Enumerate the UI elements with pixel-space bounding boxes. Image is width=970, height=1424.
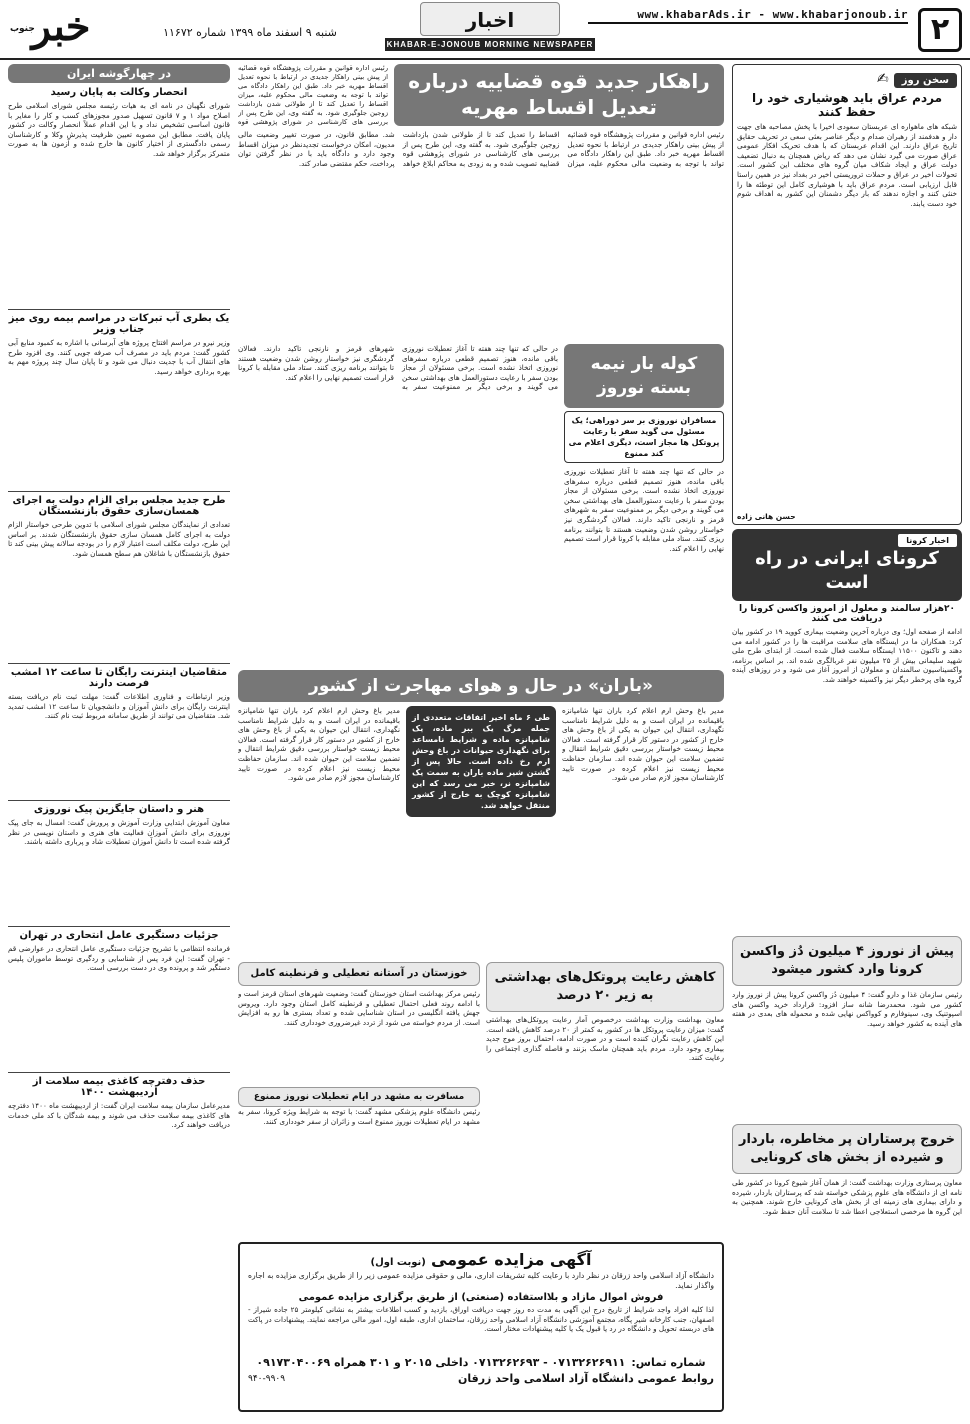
divider: [8, 926, 230, 927]
rain-quote-box: [406, 706, 556, 956]
rain-row: [238, 706, 724, 956]
lead-banner: [394, 64, 724, 126]
editorial-author: حسن هانی زاده: [737, 512, 796, 521]
left-item-title: طرح جدید مجلس برای الزام دولت به اجرای همسان‌سازی حقوق بازنشستگان: [12, 495, 226, 517]
nowruz-row: [238, 344, 724, 664]
editorial-body: شبکه های ماهواره ای عربستان سعودی اخیرا با پخش مصاحبه های جهت دار و هدفمند از رهبران صدام و دیگر عناصر بعثی سعی در تحریف حقایق تاریخ عراق دارند. این اقدام عربستان که با هدف تحریک افکار عمومی عراق صورت می گیرد نشان می دهد که ریاض همچنان به دنبال تضعیف دولت عراق و ایجاد شکاف میان گروه های مختلف این کشور است. تحولات اخیر در عراق و حملات تروریستی اخیر در بغداد نیز در همین راستا قابل ارزیابی است. مردم عراق باید با هوشیاری کامل این توطئه ها را خنثی کنند و اجازه ندهند که بار دیگر دشمنان این کشور به اهداف شوم خود دست یابند.: [737, 122, 957, 208]
ad-subject: فروش اموال مازاد و بلااستفاده (صنعتی) از طریق برگزاری مزایده عمومی: [298, 1292, 664, 1303]
left-item-body: فرمانده انتظامی با تشریح جزئیات دستگیری عامل انتحاری در عوارضی قم - تهران گفت: این فرد پس از شناسایی و ردگیری توسط ماموران پلیس دستگیر شد و پرونده وی در دست بررسی است.: [8, 944, 230, 973]
rain-title: «باران» در حال و هوای مهاجرت از کشور: [309, 676, 653, 696]
left-item-title: هنر و داستان جایگزین پیک نوروزی: [33, 804, 205, 815]
corona-body: ادامه از صفحه اول؛ وی درباره آخرین وضعیت بیماری کووید ۱۹ در کشور بیان کرد: همکاران ما در ایستگاه های سلامت مراقبت ها را در کشور ادامه می دهند و تاکنون ۱۱۵۰۰ ایستگاه سلامت فعال شده است. از ابتدای طرح ملی شهید سلیمانی بیش از ۲۵ میلیون نفر غربالگری شده اند. بر اساس برنامه، واکسیناسیون سالمندان و معلولان از امروز آغاز می شود و در روزهای آینده گروه های پرخطر دیگر نیز واکسینه خواهند شد.: [732, 627, 962, 684]
left-item-body: تعدادی از نمایندگان مجلس شورای اسلامی با تدوین طرحی خواستار الزام دولت به اجرای کامل همسان سازی حقوق بازنشستگان شدند. بر اساس این طرح، دولت مکلف است اعتبار لازم را در بودجه سالانه پیش بینی کند تا حقوق بازنشستگان با شاغلان هم سطح همسان شود.: [8, 520, 230, 558]
protocol-box: [486, 962, 724, 1155]
auction-ad: [238, 1242, 724, 1412]
corner-banner: [8, 64, 230, 83]
left-item-title: متقاضیان اینترنت رایگان تا ساعت ۱۲ امشب فرصت دارند: [10, 667, 228, 689]
logo-sub: جنوب: [10, 24, 35, 34]
vaccine-title: پیش از نوروز ۴ میلیون دُز واکسن کرونا وارد کشور میشود: [739, 944, 955, 977]
left-item-body: وزیر ارتباطات و فناوری اطلاعات گفت: مهلت ثبت نام دریافت بسته اینترنت رایگان برای دانش آموزان و دانشجویان تا ساعت ۱۲ امشب تمدید شد. متقاضیان می توانند از طریق سامانه مربوط ثبت نام کنند.: [8, 692, 230, 721]
khuzestan-box: [238, 962, 480, 1155]
ad-signature: روابط عمومی دانشگاه آزاد اسلامی واحد زرقان: [458, 1372, 714, 1385]
english-title: KHABAR-E-JONOUB MORNING NEWSPAPER: [386, 40, 594, 49]
nurses-banner: [732, 1124, 962, 1174]
rain-banner: [238, 670, 724, 702]
mashhad-banner: [238, 1087, 480, 1107]
protocol-body: معاون بهداشت وزارت بهداشت درخصوص آمار رعایت پروتکل‌های بهداشتی گفت: میزان رعایت پروتکل ها در کشور به کمتر از ۲۰ درصد کاهش یافته است. این کاهش رعایت نگران کننده است و در صورت ادامه، احتمال بروز موج جدید بیماری وجود دارد. مردم باید همچنان ماسک بزنند و فاصله گذاری اجتماعی را رعایت کنند.: [486, 1015, 724, 1063]
corona-subtitle: ۲۰هزار سالمند و معلول از امروز واکسن کرونا را دریافت می کنند: [739, 604, 955, 624]
nowruz-title: کوله بار نیمه بسته نوروز: [590, 354, 698, 398]
lead-intro: رئیس اداره قوانین و مقررات پژوهشگاه قوه قضائیه از پیش بینی راهکار جدیدی در ارتباط با نحوه تعدیل اقساط مهریه خبر داد. طبق این راهکار دادگاه می تواند با توجه به وضعیت مالی محکوم علیه، میزان اقساط را تعدیل کند تا از طولانی شدن بازداشت زوجین جلوگیری شود. به گفته وی، این طرح پس از بررسی های کارشناسی در شورای پژوهشی قوه: [238, 64, 388, 126]
ad-code: ۹۴۰-۹۹۰۹: [248, 1373, 286, 1384]
left-item-title: انحصار وکالت به پایان رسید: [50, 87, 188, 98]
left-item-title: حذف دفترچه کاغذی بیمه سلامت از اردیبهشت ۱۴۰۰: [32, 1076, 206, 1098]
ad-phones[interactable]: ۰۷۱۳۲۶۲۶۹۱۱ - ۰۷۱۳۲۶۲۶۹۳ داخلی ۲۰۱۵ و ۳۰۱ همراه ۰۹۱۷۳۰۴۰۰۶۹: [256, 1356, 626, 1369]
corner-title: در چهارگوشه ایران: [67, 67, 171, 80]
rain-body-2: مدیر باغ وحش ارم اعلام کرد باران تنها شامپانزه باقیمانده در ایران است و به دلیل شرایط نامناسب نگهداری، انتقال این حیوان به یکی از باغ وحش های خارج از کشور در دستور کار قرار گرفته است. فعالان محیط زیست خواستار بررسی دقیق شرایط انتقال و تضمین سلامت این حیوان شده اند. سازمان حفاظت محیط زیست نیز اعلام کرده در صورت تایید کارشناسان مجوز لازم صادر می شود.: [238, 706, 400, 783]
left-item-body: معاون آموزش ابتدایی وزارت آموزش و پرورش گفت: امسال به جای پیک نوروزی برای دانش آموزان فعالیت های هنری و داستان نویسی در نظر گرفته شده است تا دانش آموزان تعطیلات شاد و پرباری داشته باشند.: [8, 818, 230, 847]
page-number: ۲: [918, 8, 962, 52]
section-label: اخبار: [420, 2, 560, 36]
left-item-title: یک بطری آب تبرکات در مراسم بیمه روی میز جناب وزیر: [8, 313, 230, 335]
vaccine-banner: [732, 936, 962, 986]
newspaper-logo: [6, 2, 116, 56]
left-item-body: شورای نگهبان در نامه ای به هیات رئیسه مجلس شورای اسلامی طرح اصلاح مواد ۱ و ۷ قانون تسهیل صدور مجوزهای کسب و کار را مغایر با قانون اساسی تشخیص نداد و با این اقدام عملاً انحصار وکالت در کشور پایان یافت. مطابق این مصوبه تعیین ظرفیت پذیرش وکلا و کارشناسان رسمی دادگستری از اختیار کانون ها خارج شده و آزمون ها به صورت متمرکز برگزار خواهد شد.: [8, 101, 230, 158]
ad-title: آگهی مزایده عمومی: [430, 1250, 592, 1269]
editorial-box: [732, 64, 962, 525]
protocol-banner: [486, 962, 724, 1012]
corona-label: اخبار کرونا: [897, 533, 958, 548]
mashhad-title: مسافرت به مشهد در ایام تعطیلات نوروز ممنوع: [253, 1092, 465, 1102]
nurses-title: خروج پرستاران پر مخاطره، باردار و شیرده از بخش های کرونایی: [738, 1132, 956, 1165]
rain-quote: طی ۶ ماه اخیر اتفاقات متعددی از جمله مرگ یک ببر ماده، یک شامپانزه ماده و شرایط نامساعد برای نگهداری حیوانات در باغ وحش ارم رخ داده است. حالا پس از گشتن شیر ماده باران به سمت یک شامپانزه نر، خبر می رسد که این شامپانزه کوچک به خارج از کشور منتقل خواهد شد.: [406, 706, 556, 817]
mashhad-body: رئیس دانشگاه علوم پزشکی مشهد گفت: با توجه به شرایط ویژه کرونا، سفر به مشهد در ایام تعطیلات نوروز ممنوع است و زائران از سفر خودداری کنند.: [238, 1107, 480, 1126]
editorial-label: سخن روز: [894, 73, 957, 88]
divider: [8, 309, 230, 310]
right-column: [732, 64, 962, 1416]
left-column: [8, 64, 230, 1416]
nowruz-subtitle: مسافران نوروزی بر سر دوراهی؛ یک مسئول می گوید سفر با رعایت پروتکل ها مجاز است، دیگری اعلام می کند ممنوع: [568, 416, 720, 458]
left-item-body: وزیر نیرو در مراسم افتتاح پروژه های آبرسانی با اشاره به کمبود منابع آبی کشور گفت: مردم باید در مصرف آب صرفه جویی کنند. وی افزود طرح های انتقال آب با جدیت دنبال می شود و تا پایان سال چند پروژه مهم به بهره برداری خواهد رسید.: [8, 338, 230, 376]
nowruz-sub-box: [564, 411, 724, 463]
vaccine-body: رئیس سازمان غذا و دارو گفت: ۴ میلیون دُز واکسن کرونا پیش از نوروز وارد کشور می شود. محمدرضا شانه ساز افزود: قرارداد خرید واکسن های اسپوتنیک وی، سینوفارم و کوواکس نهایی شده و محموله های بعدی در هفته های آینده به کشور خواهد رسید.: [732, 990, 962, 1028]
corona-title: کرونای ایرانی در راه است: [755, 548, 939, 593]
rain-body: مدیر باغ وحش ارم اعلام کرد باران تنها شامپانزه باقیمانده در ایران است و به دلیل شرایط نامناسب نگهداری، انتقال این حیوان به یکی از باغ وحش های خارج از کشور در دستور کار قرار گرفته است. فعالان محیط زیست خواستار بررسی دقیق شرایط انتقال و تضمین سلامت این حیوان شده اند. سازمان حفاظت محیط زیست نیز اعلام کرده در صورت تایید کارشناسان مجوز لازم صادر می شود.: [562, 706, 724, 783]
masthead: [0, 0, 970, 60]
khuzestan-title: خوزستان در آستانه تعطیلی و قرنطینه کامل: [250, 968, 468, 979]
lower-row: [238, 962, 724, 1155]
ad-round: (نوبت اول): [370, 1257, 426, 1268]
nowruz-continuation: در حالی که تنها چند هفته تا آغاز تعطیلات نوروزی باقی مانده، هنوز تصمیم قطعی درباره سفرهای نوروزی اتخاذ نشده است. برخی مسئولان از مجاز بودن سفر با رعایت دستورالعمل های بهداشتی سخن می گویند و برخی دیگر بر ممنوعیت سفر به شهرهای قرمز و نارنجی تاکید دارند. فعالان گردشگری نیز خواستار روشن شدن وضعیت هستند تا بتوانند برنامه ریزی کنند. ستاد ملی مقابله با کرونا قرار است تصمیم نهایی را اعلام کند.: [238, 344, 558, 392]
header-rule: [588, 22, 908, 24]
ad-footer: [248, 1372, 714, 1385]
left-item-body: مدیرعامل سازمان بیمه سلامت ایران گفت: از اردیبهشت ماه ۱۴۰۰ دفترچه های کاغذی بیمه سلامت حذف می شوند و بیمه شدگان با کد ملی خدمات دریافت خواهند کرد.: [8, 1101, 230, 1130]
khuzestan-banner: [238, 962, 480, 986]
pen-icon: ✍: [876, 71, 889, 87]
lead-body: رئیس اداره قوانین و مقررات پژوهشگاه قوه قضائیه از پیش بینی راهکار جدیدی در ارتباط با نحوه تعدیل اقساط مهریه خبر داد. طبق این راهکار دادگاه می تواند با توجه به وضعیت مالی محکوم علیه، میزان اقساط را تعدیل کند تا از طولانی شدن بازداشت زوجین جلوگیری شود. به گفته وی، این طرح پس از بررسی های کارشناسی در شورای پژوهشی قوه قضاییه تصویب شده و به زودی به محاکم ابلاغ خواهد شد. مطابق قانون، در صورت تغییر وضعیت مالی مدیون، امکان درخواست تجدیدنظر در میزان اقساط وجود دارد و دادگاه باید با در نظر گرفتن توان پرداخت، حکم مقتضی صادر کند.: [238, 130, 724, 168]
nowruz-body: در حالی که تنها چند هفته تا آغاز تعطیلات نوروزی باقی مانده، هنوز تصمیم قطعی درباره سفرهای نوروزی اتخاذ نشده است. برخی مسئولان از مجاز بودن سفر با رعایت دستورالعمل های بهداشتی سخن می گویند و برخی دیگر بر ممنوعیت سفر به شهرهای قرمز و نارنجی تاکید دارند. فعالان گردشگری نیز خواستار روشن شدن وضعیت هستند تا بتوانند برنامه ریزی کنند. ستاد ملی مقابله با کرونا قرار است تصمیم نهایی را اعلام کند.: [564, 467, 724, 553]
protocol-title: کاهش رعایت پروتکل‌های بهداشتی به زیر ۲۰ درصد: [494, 970, 716, 1003]
corona-banner: [732, 529, 962, 601]
nurses-body: معاون پرستاری وزارت بهداشت گفت: از همان آغاز شیوع کرونا در کشور طی نامه ای از دانشگاه های علوم پزشکی خواسته شد که پرستاران باردار، شیرده و دارای بیماری های زمینه ای از بخش های کرونایی خارج شوند. همچنین به این گروه ها مرخصی استعلاجی اعطا شد تا سلامت آنان حفظ شود.: [732, 1178, 962, 1216]
site-urls[interactable]: www.khabarAds.ir - www.khabarjonoub.ir: [637, 8, 908, 21]
logo-text: خبر: [31, 3, 91, 50]
editorial-title: مردم عراق باید هوشیاری خود را حفظ کنند: [752, 91, 942, 119]
ad-details: لذا کلیه افراد واجد شرایط از تاریخ درج این آگهی به مدت ده روز جهت دریافت اوراق، بازدید و کسب اطلاعات بیشتر به نشانی کیلومتر ۲۵ جاده شیراز - اصفهان، جنب کارخانه شیر پگاه، مجتمع آموزشی دانشگاه آزاد اسلامی واحد زرقان، ساختمان اداری، طبقه اول، امور مالی مراجعه نمایند. پیشنهادات در پاکت های دربسته تحویل و دانشگاه در رد یا قبول یک یا کلیه پیشنهادات مختار است.: [248, 1305, 714, 1334]
ad-intro: دانشگاه آزاد اسلامی واحد زرقان در نظر دارد با رعایت کلیه تشریفات اداری، مالی و حقوقی مزایده عمومی زیر را از طریق برگزاری مزایده به اجاره واگذار نماید.: [248, 1271, 714, 1290]
lead-title: راهکار جدید قوه قضاییه درباره تعدیل اقساط مهریه: [408, 69, 710, 119]
divider: [8, 800, 230, 801]
lead-row: [238, 64, 724, 126]
issue-info: شنبه ۹ اسفند ماه ۱۳۹۹ شماره ۱۱۶۷۲: [163, 26, 337, 39]
nowruz-banner: [564, 344, 724, 408]
left-item-title: جزئیات دستگیری عامل انتحاری در تهران: [19, 930, 219, 941]
divider: [8, 1072, 230, 1073]
ad-phone-row: [248, 1355, 714, 1370]
divider: [8, 663, 230, 664]
nowruz-box: [564, 344, 724, 664]
khuzestan-body: رئیس مرکز بهداشت استان خوزستان گفت: وضعیت شهرهای استان قرمز است و با ادامه روند فعلی احتمال تعطیلی و قرنطینه کامل استان وجود دارد. ویروس جهش یافته انگلیسی در استان شناسایی شده و تعداد بستری ها رو به افزایش است. از مردم خواسته می شود از تردد غیرضروری خودداری کنند.: [238, 989, 480, 1027]
ad-phone-label: شماره تماس:: [631, 1356, 706, 1369]
divider: [8, 491, 230, 492]
middle-column: [238, 64, 724, 1416]
